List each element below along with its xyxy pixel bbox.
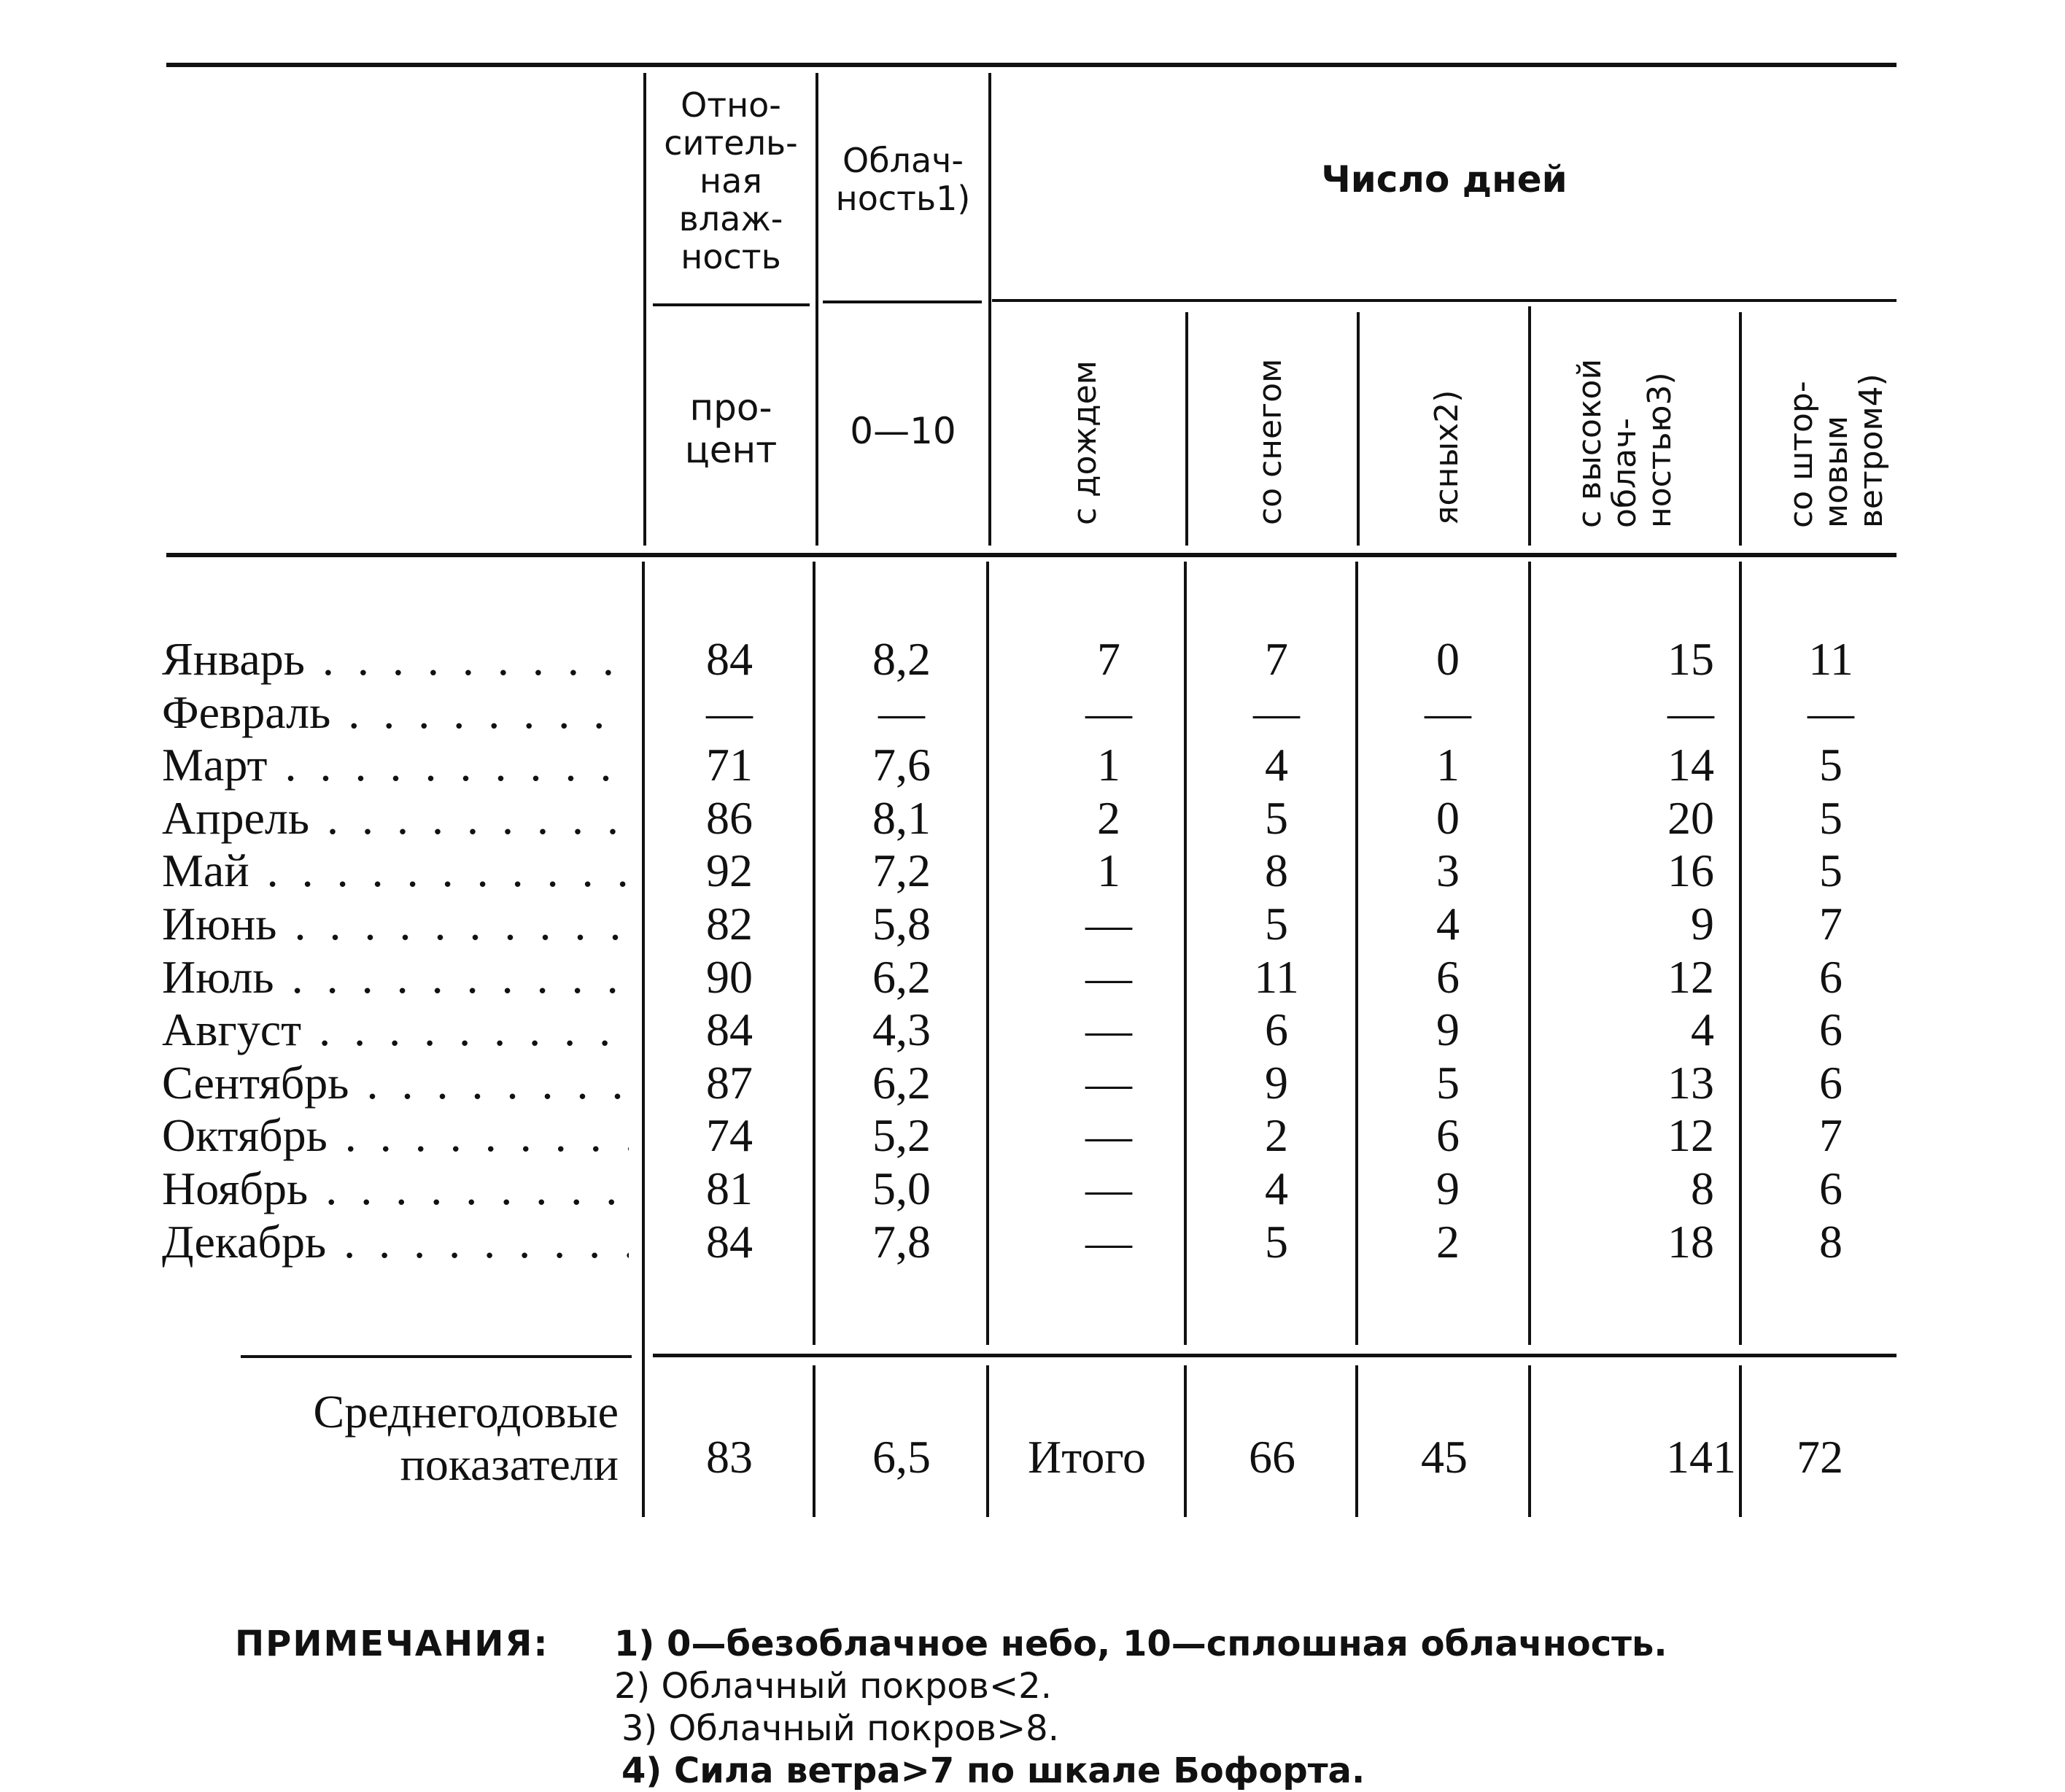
cell-clear: 6 xyxy=(1436,951,1460,1003)
cell-clear: 9 xyxy=(1436,1163,1460,1214)
cell-snow: 5 xyxy=(1265,898,1288,950)
month-label: Июль . . . xyxy=(162,951,629,1004)
cell-high: 4 xyxy=(1691,1004,1714,1055)
cell-cloud: 7,2 xyxy=(872,845,931,896)
cell-snow: 4 xyxy=(1265,1163,1288,1214)
cell-clear: 0 xyxy=(1436,792,1460,844)
cell-high: 20 xyxy=(1667,792,1714,844)
cell-snow: 2 xyxy=(1265,1109,1288,1161)
footer-vline-7 xyxy=(1739,1365,1742,1517)
body-vline-4 xyxy=(1184,562,1187,1345)
cell-storm: — xyxy=(1808,686,1854,738)
cell-storm: 6 xyxy=(1819,1004,1843,1055)
notes-title: ПРИМЕЧАНИЯ: xyxy=(235,1624,549,1664)
cell-cloud: 4,3 xyxy=(872,1004,931,1055)
days-group-header: Число дней xyxy=(1321,158,1568,201)
notes xyxy=(235,1623,1913,1792)
cell-snow: 8 xyxy=(1265,845,1288,896)
note-2: 2) Облачный покров<2. xyxy=(614,1666,1052,1707)
storm-header: со штор- мовым ветром4) xyxy=(1783,373,1890,528)
month-label: Февраль . . . xyxy=(162,686,629,739)
cell-snow: 4 xyxy=(1265,739,1288,791)
month-label: Декабрь . . . xyxy=(162,1216,629,1268)
cell-rain: — xyxy=(1085,1004,1132,1055)
header-vline-4 xyxy=(1185,312,1188,546)
note-3: 3) Облачный покров>8. xyxy=(621,1708,1059,1749)
cell-high: 12 xyxy=(1667,1109,1714,1161)
cell-humidity: 86 xyxy=(706,792,753,844)
cell-storm: 6 xyxy=(1819,1163,1843,1214)
body-vline-1 xyxy=(642,562,645,1517)
annual-storm: 72 xyxy=(1797,1431,1843,1483)
note-1: 1) 0—безоблачное небо, 10—сплошная облачность. xyxy=(614,1624,1667,1664)
body-vline-6 xyxy=(1528,562,1531,1345)
cell-high: 9 xyxy=(1691,898,1714,950)
header-vline-5 xyxy=(1357,312,1360,546)
cell-high: 13 xyxy=(1667,1057,1714,1109)
cell-cloud: 8,2 xyxy=(872,633,931,685)
footer-rule-right xyxy=(653,1354,1897,1357)
cloudiness-unit: 0—10 xyxy=(850,410,956,452)
rain-header: с дождем xyxy=(1066,360,1104,525)
cell-rain: — xyxy=(1085,1163,1132,1214)
cell-snow: 5 xyxy=(1265,1216,1288,1268)
cell-high: 16 xyxy=(1667,845,1714,896)
cell-humidity: 90 xyxy=(706,951,753,1003)
annual-humidity: 83 xyxy=(706,1431,753,1483)
cell-high: 8 xyxy=(1691,1163,1714,1214)
cell-clear: 4 xyxy=(1436,898,1460,950)
cell-storm: 7 xyxy=(1819,898,1843,950)
header-vline-7 xyxy=(1739,312,1742,546)
annual-high-cloud: 141 xyxy=(1666,1431,1736,1483)
month-label: Апрель . . . xyxy=(162,792,629,845)
humidity-header: Отно- ситель- ная влаж- ность xyxy=(664,85,798,276)
cell-clear: 9 xyxy=(1436,1004,1460,1055)
cell-storm: 8 xyxy=(1819,1216,1843,1268)
cell-snow: 9 xyxy=(1265,1057,1288,1109)
cell-rain: — xyxy=(1085,686,1132,738)
month-label: Март . . . xyxy=(162,739,629,791)
footer-vline-2 xyxy=(813,1365,815,1517)
cell-humidity: 82 xyxy=(706,898,753,950)
note-4: 4) Сила ветра>7 по шкале Бофорта. xyxy=(621,1750,1365,1791)
cell-cloud: 7,6 xyxy=(872,739,931,791)
cell-rain: — xyxy=(1085,1057,1132,1109)
cell-clear: 1 xyxy=(1436,739,1460,791)
cell-rain: — xyxy=(1085,951,1132,1003)
footer-rule-left xyxy=(241,1355,632,1358)
cell-humidity: 84 xyxy=(706,1004,753,1055)
cell-cloud: 6,2 xyxy=(872,951,931,1003)
body-vline-2 xyxy=(813,562,815,1345)
cell-rain: — xyxy=(1085,898,1132,950)
cell-rain: 7 xyxy=(1097,633,1120,685)
cell-storm: 6 xyxy=(1819,951,1843,1003)
month-label: Январь . . . xyxy=(162,633,629,686)
cell-storm: 5 xyxy=(1819,739,1843,791)
header-vline-6 xyxy=(1528,306,1531,546)
cell-humidity: 81 xyxy=(706,1163,753,1214)
cell-rain: — xyxy=(1085,1109,1132,1161)
month-label: Сентябрь . . . xyxy=(162,1057,629,1109)
cell-humidity: — xyxy=(706,686,753,738)
clear-header: ясных2) xyxy=(1428,389,1465,525)
cell-rain: — xyxy=(1085,1216,1132,1268)
cell-rain: 2 xyxy=(1097,792,1120,844)
cell-cloud: — xyxy=(878,686,925,738)
cell-cloud: 5,0 xyxy=(872,1163,931,1214)
cell-clear: 6 xyxy=(1436,1109,1460,1161)
annual-snow: 66 xyxy=(1249,1431,1295,1483)
cell-high: 15 xyxy=(1667,633,1714,685)
annual-total-label: Итого xyxy=(1028,1431,1146,1483)
cell-cloud: 7,8 xyxy=(872,1216,931,1268)
cell-clear: 0 xyxy=(1436,633,1460,685)
top-rule xyxy=(166,63,1897,67)
cell-cloud: 8,1 xyxy=(872,792,931,844)
footer-vline-5 xyxy=(1355,1365,1358,1517)
month-label: Август . . . xyxy=(162,1004,629,1056)
body-vline-3 xyxy=(986,562,989,1345)
cell-cloud: 6,2 xyxy=(872,1057,931,1109)
header-bottom-rule xyxy=(166,553,1897,557)
cell-humidity: 74 xyxy=(706,1109,753,1161)
cell-rain: 1 xyxy=(1097,845,1120,896)
cell-clear: 3 xyxy=(1436,845,1460,896)
cell-snow: — xyxy=(1253,686,1300,738)
cell-snow: 6 xyxy=(1265,1004,1288,1055)
cell-snow: 11 xyxy=(1254,951,1299,1003)
body-vline-7 xyxy=(1739,562,1742,1345)
annual-cloudiness: 6,5 xyxy=(872,1431,931,1483)
month-label: Май . . . xyxy=(162,845,629,897)
cell-storm: 6 xyxy=(1819,1057,1843,1109)
cell-storm: 7 xyxy=(1819,1109,1843,1161)
month-label: Октябрь . . . xyxy=(162,1109,629,1162)
cell-snow: 7 xyxy=(1265,633,1288,685)
cell-cloud: 5,8 xyxy=(872,898,931,950)
cell-snow: 5 xyxy=(1265,792,1288,844)
cell-humidity: 84 xyxy=(706,633,753,685)
cell-high: — xyxy=(1667,686,1714,738)
cell-high: 14 xyxy=(1667,739,1714,791)
cell-clear: — xyxy=(1425,686,1471,738)
cell-high: 12 xyxy=(1667,951,1714,1003)
cell-rain: 1 xyxy=(1097,739,1120,791)
high-cloud-header: с высокой облач- ностью3) xyxy=(1571,358,1678,528)
cell-storm: 5 xyxy=(1819,792,1843,844)
snow-header: со снегом xyxy=(1252,358,1289,525)
cell-humidity: 84 xyxy=(706,1216,753,1268)
annual-clear: 45 xyxy=(1421,1431,1468,1483)
month-label: Июнь . . . xyxy=(162,898,629,950)
humidity-sub-rule xyxy=(653,303,810,306)
annual-average-label: Среднегодовые показатели xyxy=(313,1386,619,1490)
cell-high: 18 xyxy=(1667,1216,1714,1268)
cell-storm: 11 xyxy=(1808,633,1853,685)
humidity-unit: про- цент xyxy=(684,387,778,471)
cell-humidity: 87 xyxy=(706,1057,753,1109)
days-group-rule xyxy=(992,299,1897,302)
cell-clear: 2 xyxy=(1436,1216,1460,1268)
header-vline-3 xyxy=(988,73,991,546)
cell-humidity: 92 xyxy=(706,845,753,896)
cell-humidity: 71 xyxy=(706,739,753,791)
cloudiness-header: Облач- ность1) xyxy=(835,141,971,218)
cloudiness-sub-rule xyxy=(823,300,982,303)
cell-cloud: 5,2 xyxy=(872,1109,931,1161)
cell-storm: 5 xyxy=(1819,845,1843,896)
month-label: Ноябрь . . . xyxy=(162,1163,629,1215)
cell-clear: 5 xyxy=(1436,1057,1460,1109)
